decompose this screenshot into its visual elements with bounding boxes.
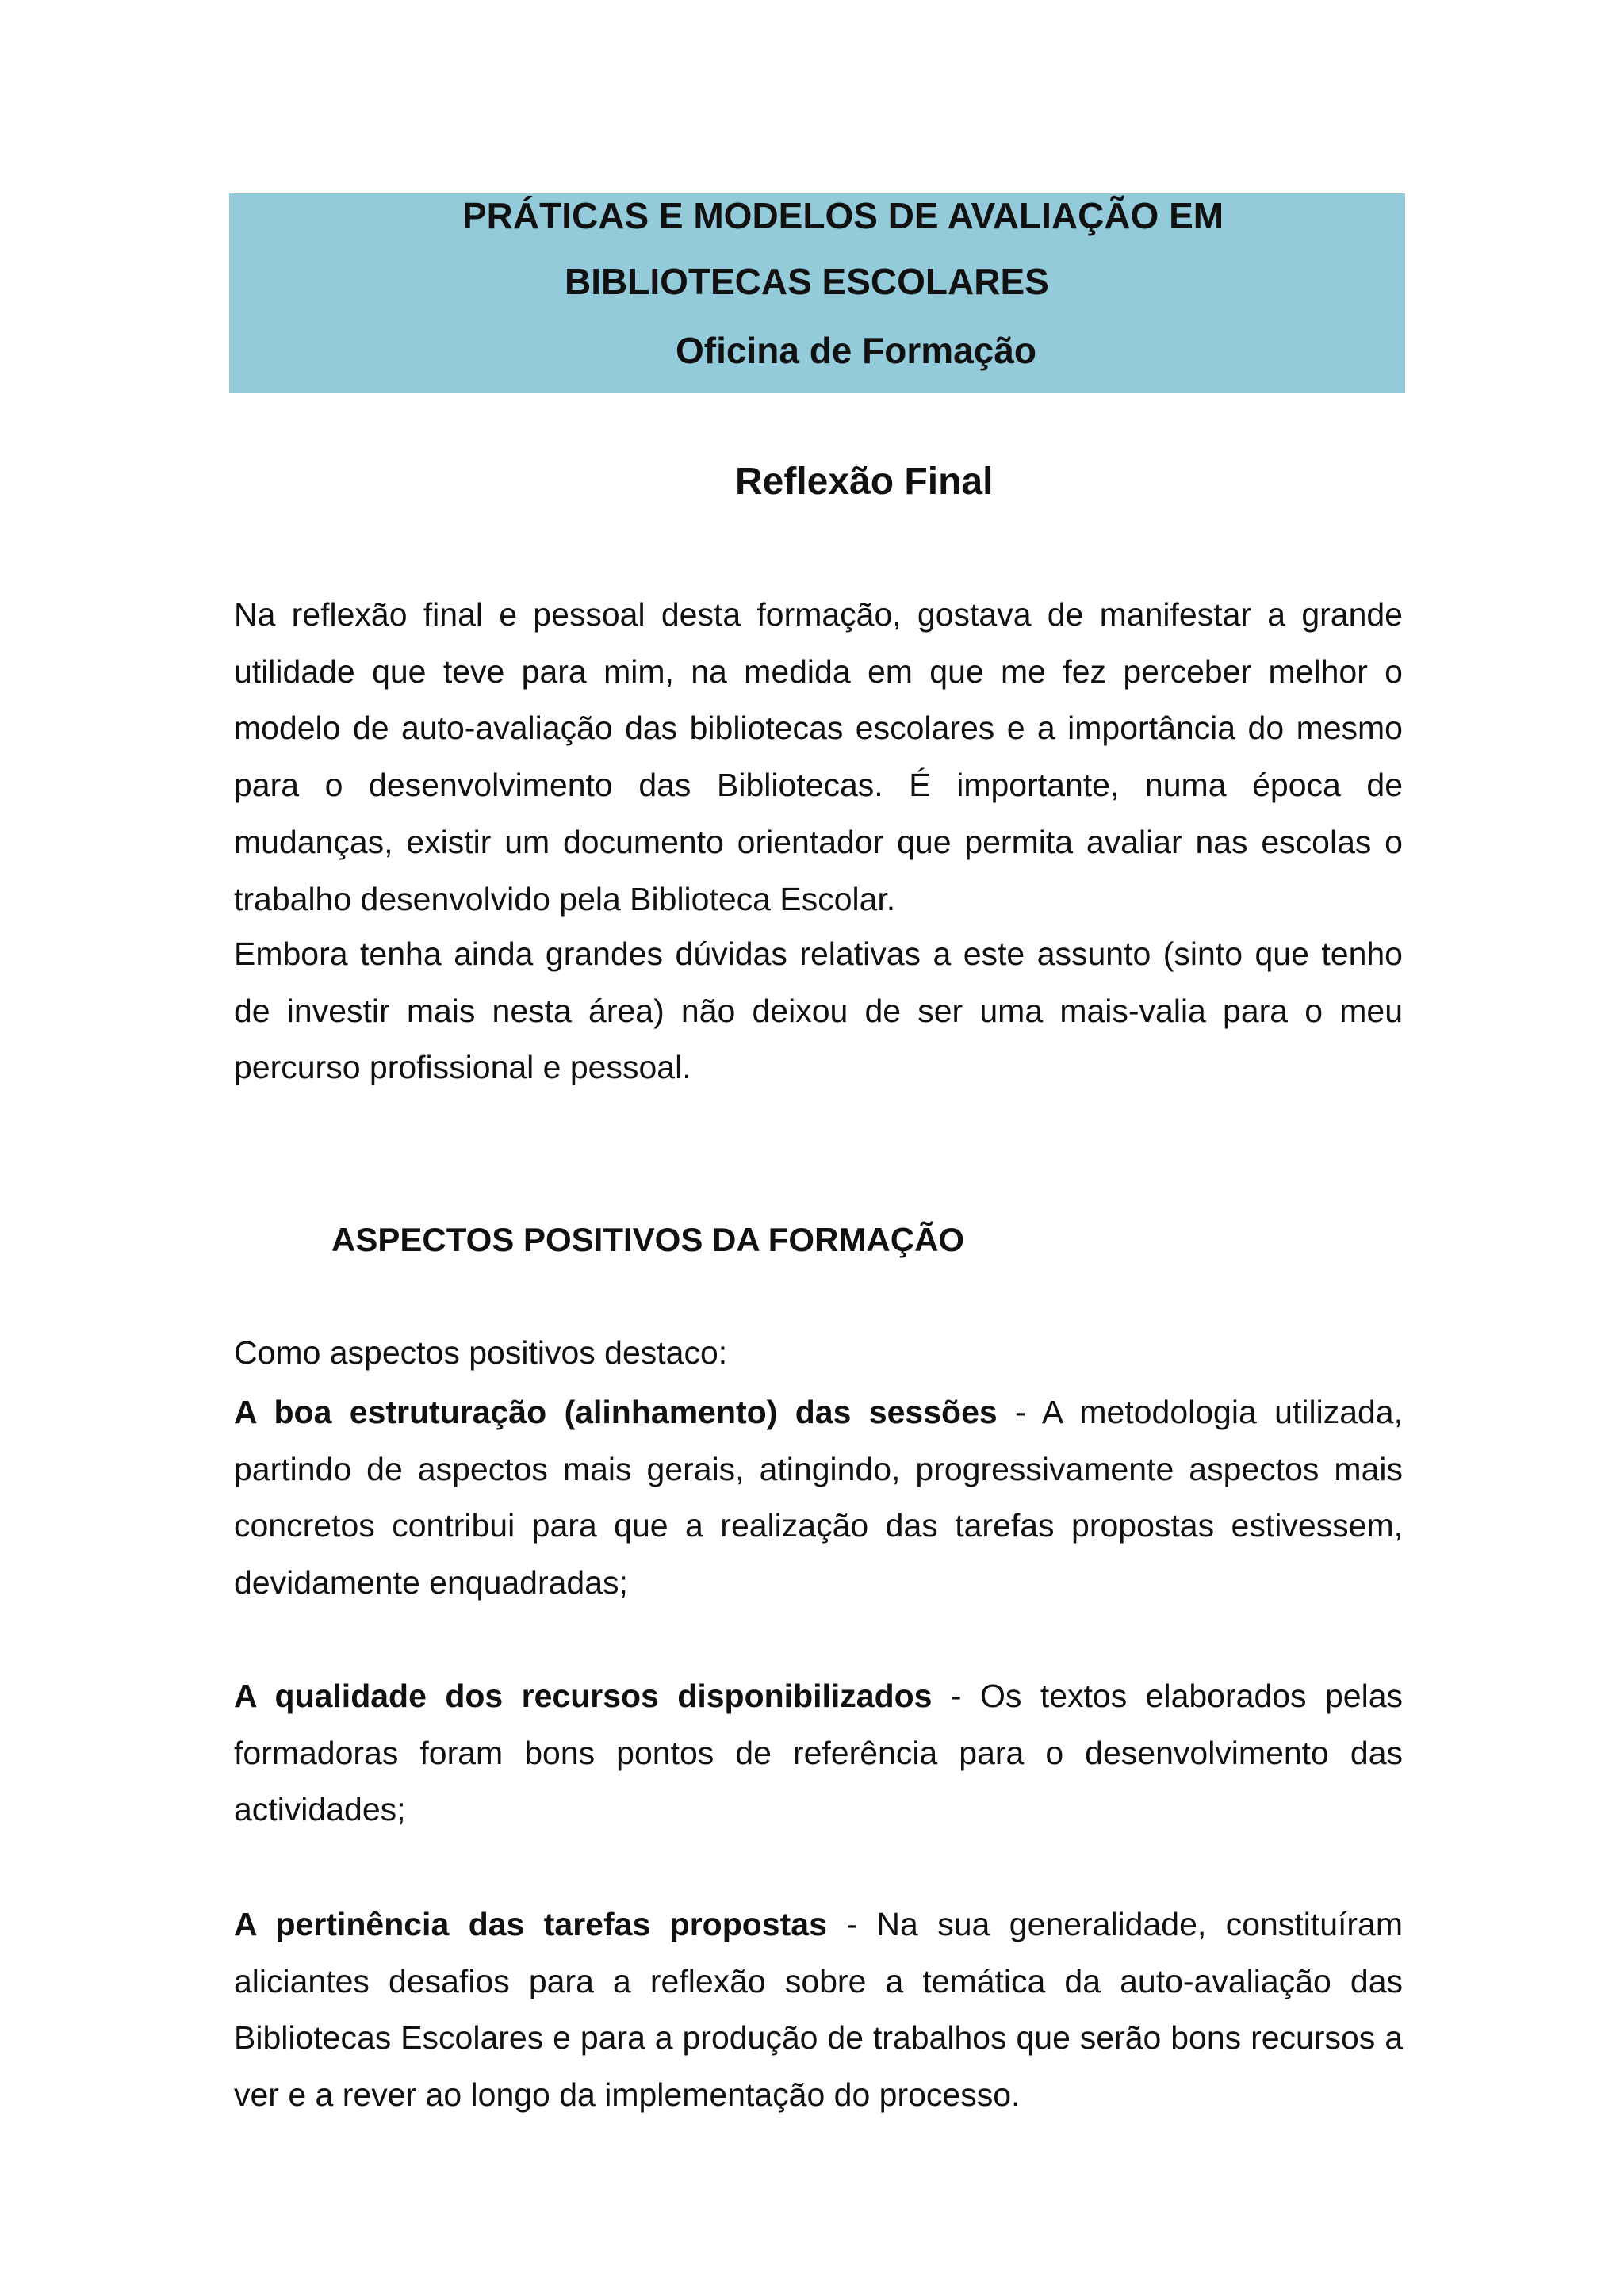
positive-aspect-item	[234, 1896, 1403, 2124]
section-heading: ASPECTOS POSITIVOS DA FORMAÇÃO	[331, 1221, 965, 1258]
title-line-2: BIBLIOTECAS ESCOLARES	[565, 261, 1049, 302]
item-text: - A metodologia utilizada, partindo de aspectos mais gerais, atingindo, progressivamente aspectos mais concretos contribui para que a realização das tarefas propostas estivessem, devidamente enquadradas;	[234, 1394, 1403, 1601]
item-title: A pertinência das tarefas propostas	[234, 1906, 827, 1942]
paragraph-1: Na reflexão final e pessoal desta formação, gostava de manifestar a grande utilidade que teve para mim, na medida em que me fez perceber melhor o modelo de auto-avaliação das bibliotecas escolares e a importância do mesmo para o desenvolvimento das Bibliotecas. É importante, numa época de mudanças, existir um documento orientador que permita avaliar nas escolas o trabalho desenvolvido pela Biblioteca Escolar.	[234, 596, 1403, 917]
item-text: - Os textos elaborados pelas formadoras foram bons pontos de referência para o desenvolvimento das actividades;	[234, 1678, 1403, 1828]
page-subtitle: Reflexão Final	[735, 461, 994, 503]
section-intro: Como aspectos positivos destaco:	[234, 1334, 728, 1371]
item-title: A boa estruturação (alinhamento) das sessões	[234, 1394, 998, 1430]
paragraph-2: Embora tenha ainda grandes dúvidas relativas a este assunto (sinto que tenho de investir mais nesta área) não deixou de ser uma mais-valia para o meu percurso profissional e pessoal.	[234, 936, 1403, 1086]
title-banner	[229, 193, 1405, 393]
positive-aspect-item	[234, 1668, 1403, 1839]
positive-aspect-item	[234, 1384, 1403, 1612]
title-line-1-text: PRÁTICAS E MODELOS DE AVALIAÇÃO EM	[462, 195, 1224, 236]
item-text: - Na sua generalidade, constituíram aliciantes desafios para a reflexão sobre a temática da auto-avaliação das Bibliotecas Escolares e para a produção de trabalhos que serão bons recursos a ver e a rever ao longo da implementação do processo.	[234, 1906, 1403, 2114]
title-line-3: Oficina de Formação	[676, 330, 1037, 371]
item-title: A qualidade dos recursos disponibilizados	[234, 1678, 933, 1714]
